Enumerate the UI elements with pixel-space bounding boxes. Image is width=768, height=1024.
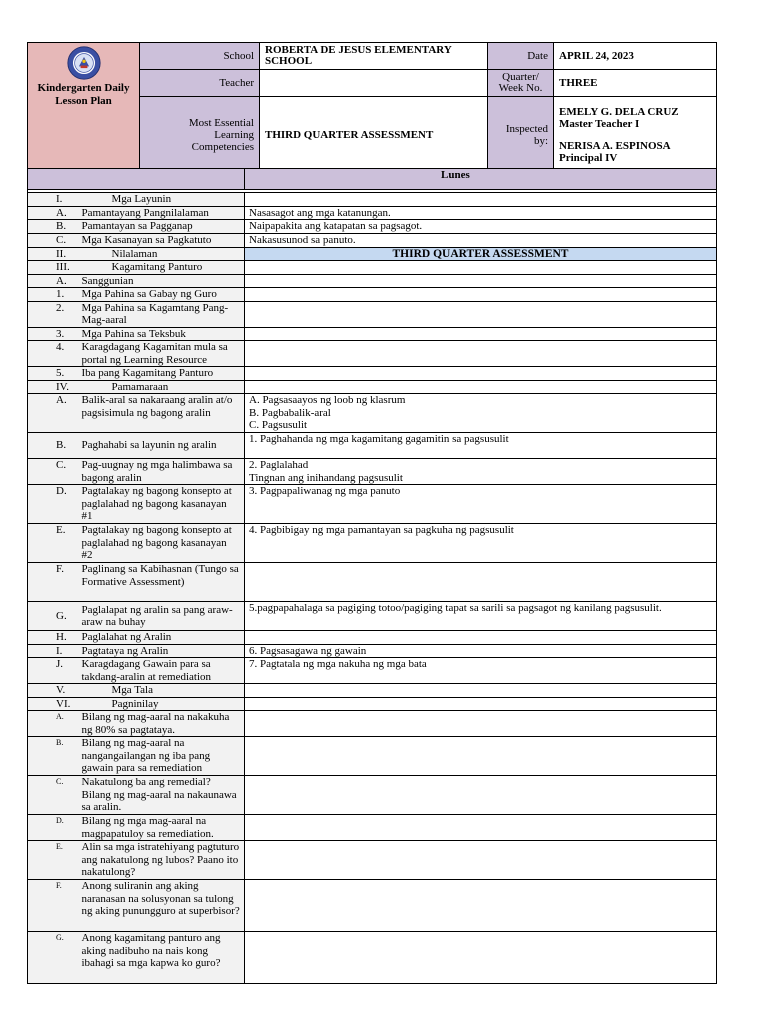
table-row: II. Nilalaman THIRD QUARTER ASSESSMENT [28, 247, 717, 261]
table-row: A. Pamantayang Pangnilalaman Nasasagot ang mga katanungan. [28, 206, 717, 220]
table-row: A. Balik-aral sa nakaraang aralin at/o pagsisimula ng bagong aralin A. Pagsasaayos ng loob ng klasrum B. Pagbabalik-aral C. Pagsusulit [28, 394, 717, 433]
table-row: G. Paglalapat ng aralin sa pang araw-araw na buhay 5.pagpapahalaga sa pagiging totoo/pagiging tapat sa sarili sa pagsagot ng kanilang pagsusulit. [28, 602, 717, 631]
logo-cell [28, 43, 140, 174]
table-row: 1. Mga Pahina sa Gabay ng Guro [28, 288, 717, 302]
table-row: B. Pamantayan sa Pagganap Naipapakita ang katapatan sa pagsagot. [28, 220, 717, 234]
inspector2-title: Principal IV [559, 152, 618, 164]
teacher-value [260, 70, 488, 97]
table-row: IV. Pamamaraan [28, 380, 717, 394]
inspected-label: Inspected by: [488, 97, 554, 174]
table-row: E. Alin sa mga istratehiyang pagtuturo ang nakatulong ng lubos? Paano ito nakatulong? [28, 841, 717, 880]
table-row: A. Bilang ng mag-aaral na nakakuha ng 80% sa pagtataya. [28, 711, 717, 737]
table-row: D. Pagtalakay ng bagong konsepto at paglalahad ng bagong kasanayan #1 3. Pagpapaliwanag ng mga panuto [28, 485, 717, 524]
date-value: APRIL 24, 2023 [554, 43, 717, 70]
table-row: VI. Pagninilay [28, 697, 717, 711]
table-row: F. Anong suliranin ang aking naranasan na solusyonan sa tulong ng aking punungguro at superbisor? [28, 880, 717, 932]
teacher-label: Teacher [140, 70, 260, 97]
table-row: J. Karagdagang Gawain para sa takdang-aralin at remediation 7. Pagtatala ng mga nakuha ng mga bata [28, 658, 717, 684]
table-row: B. Paghahabi sa layunin ng aralin 1. Paghahanda ng mga kagamitang gagamitin sa pagsusulit [28, 433, 717, 459]
deped-seal-icon [67, 46, 101, 80]
table-row: 3. Mga Pahina sa Teksbuk [28, 327, 717, 341]
quarter-label: Quarter/ Week No. [488, 70, 554, 97]
table-row: E. Pagtalakay ng bagong konsepto at paglalahad ng bagong kasanayan #2 4. Pagbibigay ng mga pamantayan sa pagkuha ng pagsusulit [28, 524, 717, 563]
quarter-value: THREE [554, 70, 717, 97]
lesson-plan-table [27, 168, 717, 984]
assessment-heading: THIRD QUARTER ASSESSMENT [245, 247, 717, 261]
table-row: H. Paglalahat ng Aralin [28, 631, 717, 645]
table-row: 5. Iba pang Kagamitang Panturo [28, 367, 717, 381]
table-row: F. Paglinang sa Kabihasnan (Tungo sa Formative Assessment) [28, 563, 717, 602]
date-label: Date [488, 43, 554, 70]
table-row: C. Nakatulong ba ang remedial? Bilang ng mag-aaral na nakaunawa sa aralin. [28, 776, 717, 815]
header-table [27, 42, 717, 174]
table-row: A. Sanggunian [28, 274, 717, 288]
table-row: I. Mga Layunin [28, 193, 717, 207]
table-row: C. Pag-uugnay ng mga halimbawa sa bagong aralin 2. Paglalahad Tingnan ang inihandang pagsusulit [28, 459, 717, 485]
table-row: 2. Mga Pahina sa Kagamtang Pang-Mag-aaral [28, 301, 717, 327]
school-label: School [140, 43, 260, 70]
table-row: D. Bilang ng mga mag-aaral na magpapatuloy sa remediation. [28, 815, 717, 841]
table-row: C. Mga Kasanayan sa Pagkatuto Nakasusunod sa panuto. [28, 233, 717, 247]
table-row: 4. Karagdagang Kagamitan mula sa portal ng Learning Resource [28, 341, 717, 367]
school-value: ROBERTA DE JESUS ELEMENTARY SCHOOL [260, 43, 488, 70]
table-row: I. Pagtataya ng Aralin 6. Pagsasagawa ng gawain [28, 644, 717, 658]
table-row: B. Bilang ng mag-aaral na nangangailangan ng iba pang gawain para sa remediation [28, 737, 717, 776]
inspectors [554, 97, 717, 174]
day-label: Lunes [245, 169, 717, 190]
table-row: V. Mga Tala [28, 684, 717, 698]
inspector2-name: NERISA A. ESPINOSA [559, 140, 671, 152]
inspector1-name: EMELY G. DELA CRUZ [559, 106, 679, 118]
inspector1-title: Master Teacher I [559, 118, 640, 130]
competencies-value: THIRD QUARTER ASSESSMENT [260, 97, 488, 174]
table-row: G. Anong kagamitang panturo ang aking nadibuho na nais kong ibahagi sa mga kapwa ko guro? [28, 932, 717, 984]
competencies-label: Most Essential Learning Competencies [140, 97, 260, 174]
document-title: Kindergarten Daily Lesson Plan [37, 82, 130, 107]
table-row: III. Kagamitang Panturo [28, 261, 717, 275]
day-header-row [28, 169, 717, 190]
